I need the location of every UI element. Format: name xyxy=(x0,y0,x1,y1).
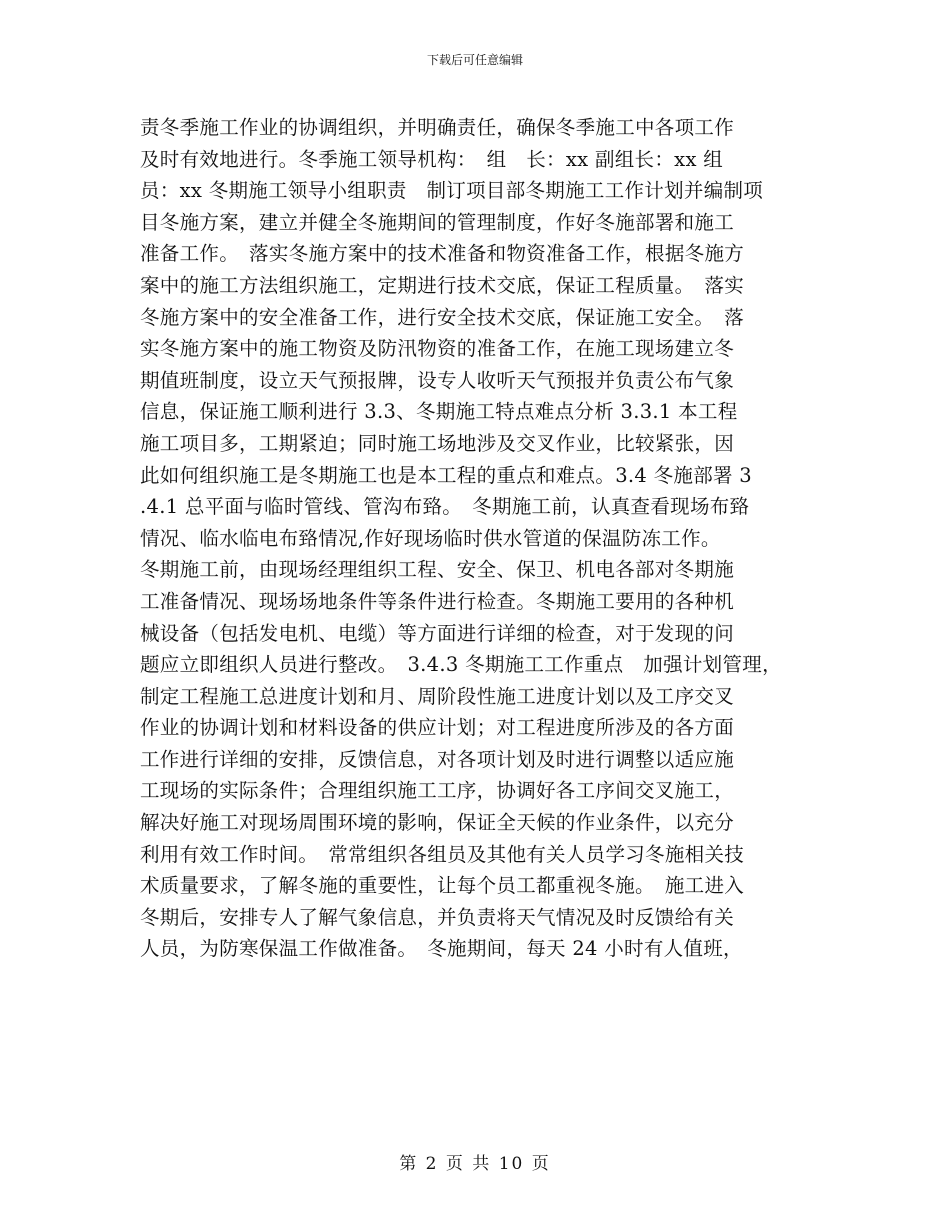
text-line: 冬期后，安排专人了解气象信息，并负责将天气情况及时反馈给有关 xyxy=(140,905,735,929)
text-line: 题应立即组织人员进行整改。 3.4.3 冬期施工工作重点 加强计划管理， xyxy=(140,653,782,677)
text-line: 人员，为防寒保温工作做准备。 冬施期间，每天 24 小时有人值班， xyxy=(140,937,743,961)
text-line: 期值班制度，设立天气预报牌，设专人收听天气预报并负责公布气象 xyxy=(140,368,735,392)
page-number: 第 2 页 共 10 页 xyxy=(399,1154,551,1174)
text-line: 作业的协调计划和材料设备的供应计划；对工程进度所涉及的各方面 xyxy=(140,716,735,740)
text-line: 冬施方案中的安全准备工作，进行安全技术交底，保证施工安全。 落 xyxy=(140,305,745,329)
text-line: 工准备情况、现场场地条件等条件进行检查。冬期施工要用的各种机 xyxy=(140,589,735,613)
text-line: 此如何组织施工是冬期施工也是本工程的重点和难点。3.4 冬施部署 3 xyxy=(140,463,753,487)
page-header: 下载后可任意编辑 xyxy=(426,53,523,67)
text-line: 实冬施方案中的施工物资及防汛物资的准备工作，在施工现场建立冬 xyxy=(140,337,735,361)
text-line: 信息，保证施工顺利进行 3.3、冬期施工特点难点分析 3.3.1 本工程 xyxy=(140,400,738,424)
text-line: 施工项目多，工期紧迫；同时施工场地涉及交叉作业，比较紧张，因 xyxy=(140,431,735,455)
text-line: 案中的施工方法组织施工，定期进行技术交底，保证工程质量。 落实 xyxy=(140,273,745,297)
text-line: 工现场的实际条件；合理组织施工工序，协调好各工序间交叉施工， xyxy=(140,779,735,803)
text-line: 及时有效地进行。冬季施工领导机构： 组 长：xx 副组长：xx 组 xyxy=(140,147,724,171)
text-line: 解决好施工对现场周围环境的影响，保证全天候的作业条件，以充分 xyxy=(140,811,735,835)
text-line: 制定工程施工总进度计划和月、周阶段性施工进度计划以及工序交叉 xyxy=(140,684,735,708)
text-line: .4.1 总平面与临时管线、管沟布臵。 冬期施工前，认真查看现场布臵 xyxy=(140,495,750,519)
text-line: 目冬施方案，建立并健全冬施期间的管理制度，作好冬施部署和施工 xyxy=(140,210,735,234)
text-line: 械设备（包括发电机、电缆）等方面进行详细的检查，对于发现的问 xyxy=(140,621,735,645)
text-line: 术质量要求，了解冬施的重要性，让每个员工都重视冬施。 施工进入 xyxy=(140,874,745,898)
text-line: 情况、临水临电布臵情况,作好现场临时供水管道的保温防冻工作。 xyxy=(140,526,721,550)
document-body xyxy=(140,112,830,965)
text-line: 工作进行详细的安排，反馈信息，对各项计划及时进行调整以适应施 xyxy=(140,747,735,771)
text-line: 利用有效工作时间。 常常组织各组员及其他有关人员学习冬施相关技 xyxy=(140,842,745,866)
text-line: 准备工作。 落实冬施方案中的技术准备和物资准备工作，根据冬施方 xyxy=(140,242,745,266)
text-line: 冬期施工前，由现场经理组织工程、安全、保卫、机电各部对冬期施 xyxy=(140,558,735,582)
text-line: 员：xx 冬期施工领导小组职责 制订项目部冬期施工工作计划并编制项 xyxy=(140,179,764,203)
text-line: 责冬季施工作业的协调组织，并明确责任，确保冬季施工中各项工作 xyxy=(140,116,735,139)
